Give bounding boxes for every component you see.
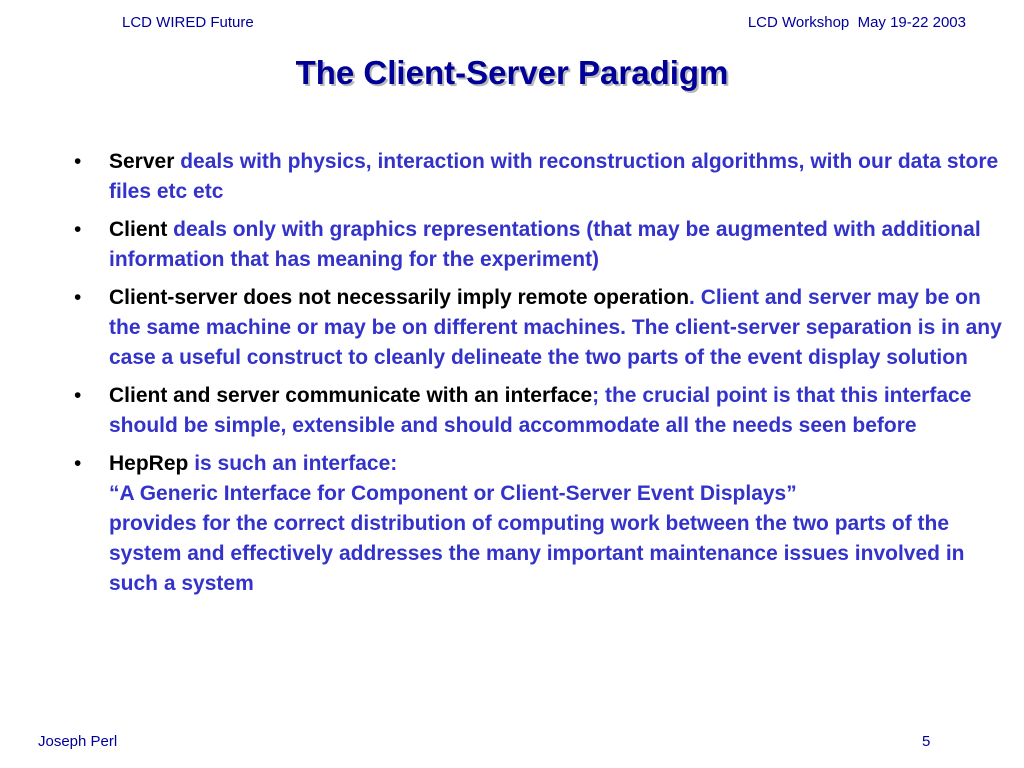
- bullet-lead-text: Client and server communicate with an interface: [109, 384, 593, 407]
- bullet-body-text: . Client and server may be on the same machine or may be on different machines. The client-server separation is in any case a useful construct to cleanly delineate the two parts of the event display solution: [109, 286, 1002, 369]
- bullet-item: [74, 147, 1004, 207]
- bullet-lead-text: Client: [109, 218, 168, 241]
- header-right-text: LCD Workshop May 19-22 2003: [747, 14, 966, 31]
- header-left-text: LCD WIRED Future: [122, 14, 254, 31]
- bullet-lead-text: Client-server does not necessarily imply remote operation: [109, 286, 690, 309]
- bullet-list: [74, 147, 1004, 607]
- bullet-item: [74, 449, 1004, 599]
- bullet-dot-icon: •: [74, 452, 82, 475]
- bullet-body-text: deals with physics, interaction with reconstruction algorithms, with our data store files etc etc: [109, 150, 999, 203]
- footer-author: Joseph Perl: [38, 733, 118, 750]
- bullet-body-text: ; the crucial point is that this interface should be simple, extensible and should accommodate all the needs seen before: [109, 384, 972, 437]
- bullet-dot-icon: •: [74, 218, 82, 241]
- bullet-dot-icon: •: [74, 150, 82, 173]
- bullet-body-text: deals only with graphics representations (that may be augmented with additional information that has meaning for the experiment): [109, 218, 981, 271]
- slide-title: The Client-Server Paradigm: [295, 54, 729, 91]
- bullet-dot-icon: •: [74, 384, 82, 407]
- quoted-title-text: “A Generic Interface for Component or Client-Server Event Displays”: [109, 482, 797, 505]
- bullet-body-text: is such an interface:: [188, 452, 398, 475]
- bullet-lead-text: Server: [109, 150, 175, 173]
- bullet-body-continuation: provides for the correct distribution of computing work between the two parts of the system and effectively addresses the many important maintenance issues involved in such a system: [109, 512, 965, 595]
- page-number: 5: [922, 733, 931, 750]
- bullet-item: [74, 381, 1004, 441]
- bullet-item: [74, 283, 1004, 373]
- bullet-dot-icon: •: [74, 286, 82, 309]
- bullet-lead-text: HepRep: [109, 452, 189, 475]
- bullet-item: [74, 215, 1004, 275]
